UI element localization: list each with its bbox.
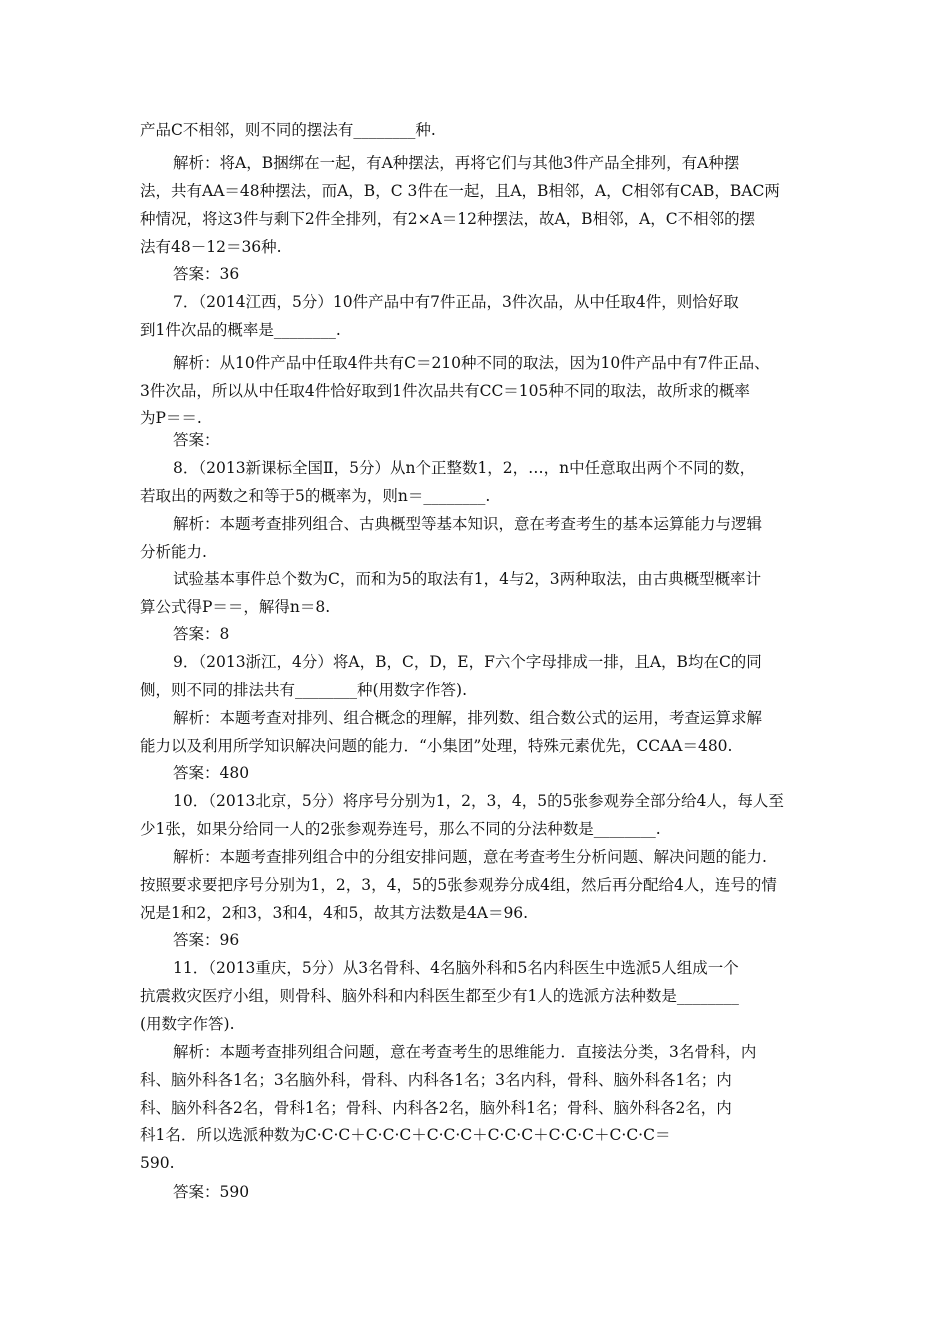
question-line: 10．（2013北京，5分）将序号分别为1，2，3，4，5的5张参观券全部分给4人，每人至	[173, 792, 784, 810]
text-line: 产品C不相邻，则不同的摆法有________种.	[140, 121, 436, 139]
answer-line: 答案：590	[173, 1183, 250, 1201]
text-line: 到1件次品的概率是________.	[140, 321, 341, 339]
answer-line: 答案：36	[173, 265, 240, 283]
text-line: 种情况，将这3件与剩下2件全排列，有2×A＝12种摆法，故A，B相邻，A，C不相邻的摆	[140, 210, 756, 228]
text-line: 按照要求要把序号分别为1，2，3，4，5的5张参观券分成4组，然后再分配给4人，连号的情	[140, 876, 777, 894]
text-line: 解析：本题考查对排列、组合概念的理解，排列数、组合数公式的运用，考查运算求解	[173, 709, 763, 727]
text-line: 分析能力.	[140, 543, 207, 561]
text-line: 3件次品，所以从中任取4件恰好取到1件次品共有CC＝105种不同的取法，故所求的概率	[140, 382, 750, 400]
answer-line: 答案：	[173, 431, 220, 449]
text-line: 为P＝＝.	[140, 409, 202, 427]
question-line: 7．（2014江西，5分）10件产品中有7件正品，3件次品，从中任取4件，则恰好取	[173, 293, 739, 311]
question-line: 9．（2013浙江，4分）将A，B，C，D，E，F六个字母排成一排，且A，B均在C的同	[173, 653, 762, 671]
text-line: 解析：本题考查排列组合中的分组安排问题，意在考查考生分析问题、解决问题的能力.	[173, 848, 767, 866]
text-line: 能力以及利用所学知识解决问题的能力．“小集团”处理，特殊元素优先，CCAA＝480.	[140, 737, 733, 755]
question-line: 11．（2013重庆，5分）从3名骨科、4名脑外科和5名内科医生中选派5人组成一个	[173, 959, 739, 977]
text-line: 法有48－12＝36种.	[140, 238, 282, 256]
answer-line: 答案：96	[173, 931, 240, 949]
answer-line: 答案：480	[173, 764, 250, 782]
text-line: 590.	[140, 1154, 175, 1172]
text-line: 少1张，如果分给同一人的2张参观券连号，那么不同的分法种数是________.	[140, 820, 661, 838]
text-line: 解析：本题考查排列组合、古典概型等基本知识，意在考查考生的基本运算能力与逻辑	[173, 515, 763, 533]
text-line: 侧，则不同的排法共有________种(用数字作答).	[140, 681, 468, 699]
text-line: 抗震救灾医疗小组，则骨科、脑外科和内科医生都至少有1人的选派方法种数是________	[140, 987, 739, 1005]
text-line: 况是1和2，2和3，3和4，4和5，故其方法数是4A＝96.	[140, 904, 529, 922]
text-line: 若取出的两数之和等于5的概率为，则n＝________.	[140, 487, 491, 505]
text-line: 解析：本题考查排列组合问题，意在考查考生的思维能力．直接法分类，3名骨科，内	[173, 1043, 757, 1061]
answer-line: 答案：8	[173, 625, 230, 643]
text-line: 解析：将A，B捆绑在一起，有A种摆法，再将它们与其他3件产品全排列，有A种摆	[173, 154, 740, 172]
text-line: 解析：从10件产品中任取4件共有C＝210种不同的取法，因为10件产品中有7件正品、	[173, 354, 770, 372]
text-line: (用数字作答).	[140, 1015, 235, 1033]
text-line: 科、脑外科各1名；3名脑外科，骨科、内科各1名；3名内科，骨科、脑外科各1名；内	[140, 1071, 732, 1089]
text-line: 算公式得P＝＝，解得n＝8.	[140, 598, 331, 616]
text-line: 科、脑外科各2名，骨科1名；骨科、内科各2名，脑外科1名；骨科、脑外科各2名，内	[140, 1099, 732, 1117]
text-line: 试验基本事件总个数为C，而和为5的取法有1，4与2，3两种取法，由古典概型概率计	[173, 570, 762, 588]
text-line: 科1名．所以选派种数为C·C·C＋C·C·C＋C·C·C＋C·C·C＋C·C·C＋C·C·C＝	[140, 1126, 671, 1144]
text-line: 法，共有AA＝48种摆法，而A，B，C 3件在一起，且A，B相邻，A，C相邻有CAB，BAC两	[140, 182, 780, 200]
question-line: 8．（2013新课标全国Ⅱ，5分）从n个正整数1，2，…，n中任意取出两个不同的数，	[173, 459, 756, 477]
